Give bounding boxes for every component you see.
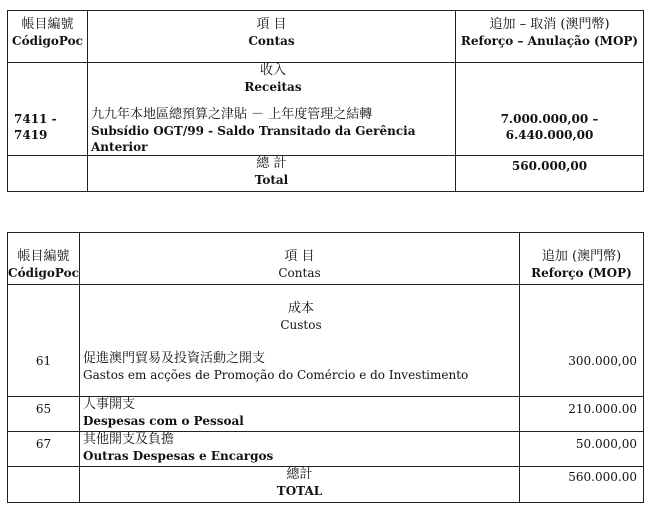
header-code-pt: CódigoPoc [12, 34, 83, 48]
header-code [8, 11, 88, 63]
total-amount-text: 560.000.00 [568, 470, 637, 484]
section-heading [83, 301, 519, 333]
header-item [88, 11, 456, 63]
row-desc-zh: 九九年本地區總預算之津貼 － 上年度管理之結轉 [91, 107, 373, 122]
budget-table-revenue [7, 10, 644, 192]
header-item-pt: Contas [248, 34, 295, 48]
table-row [8, 432, 644, 467]
budget-table-costs [7, 232, 644, 503]
row-amount-text: 210.000.00 [568, 402, 637, 416]
row-desc-zh: 其他開支及負擔 [83, 432, 175, 447]
row-amount-text: 300.000,00 [568, 354, 637, 368]
header-amount [456, 11, 644, 63]
total-row [8, 467, 644, 503]
row-code [8, 397, 80, 432]
header-item [80, 233, 520, 285]
row-desc-zh: 人事開支 [83, 397, 136, 412]
total-label-pt: TOTAL [276, 484, 323, 498]
total-label-zh: 總計 [286, 467, 313, 482]
row-desc [88, 63, 456, 156]
total-label [88, 156, 456, 192]
row-amount [456, 63, 644, 156]
header-amount [520, 233, 644, 285]
total-amount [456, 156, 644, 192]
header-code [8, 233, 80, 285]
row-amount [520, 432, 644, 467]
header-item-zh: 項 目 [284, 249, 315, 264]
section-pt: Custos [280, 318, 322, 332]
total-label [80, 467, 520, 503]
row-amount-text: 50.000,00 [575, 437, 637, 451]
row-desc-pt: Subsídio OGT/99 - Saldo Transitado da Gerência Anterior [91, 124, 416, 154]
row-code-text: 65 [35, 402, 52, 416]
total-label-zh: 總 計 [256, 156, 287, 171]
header-row [8, 11, 644, 63]
table-row [8, 63, 644, 156]
header-amount-zh: 追加 – 取消 (澳門幣) [489, 17, 610, 32]
total-amount [520, 467, 644, 503]
total-label-pt: Total [254, 173, 289, 187]
row-amount [520, 397, 644, 432]
table-row [8, 285, 644, 397]
header-amount-pt: Reforço (MOP) [531, 266, 632, 280]
header-code-zh: 帳目編號 [17, 249, 70, 264]
row-code-text: 7411 - 7419 [14, 112, 57, 142]
section-zh: 收入 [259, 63, 286, 78]
header-code-zh: 帳目編號 [21, 17, 74, 32]
row-desc-pt: Gastos em acções de Promoção do Comércio e do Investimento [83, 368, 469, 382]
total-code-empty [8, 156, 88, 192]
section-heading [91, 63, 455, 95]
total-code-empty [8, 467, 80, 503]
row-desc-pt: Despesas com o Pessoal [83, 414, 244, 428]
row-desc-zh: 促進澳門貿易及投資活動之開支 [83, 351, 266, 366]
row-code-text: 67 [35, 437, 52, 451]
header-amount-pt: Reforço – Anulação (MOP) [460, 34, 639, 48]
row-desc [80, 397, 520, 432]
row-code [8, 285, 80, 397]
row-desc [80, 285, 520, 397]
row-amount-text: 7.000.000,00 – 6.440.000,00 [500, 112, 599, 142]
header-code-pt: CódigoPoc [8, 266, 79, 280]
section-zh: 成本 [287, 301, 314, 316]
row-desc [80, 432, 520, 467]
header-amount-zh: 追加 (澳門幣) [541, 249, 622, 264]
row-code-text: 61 [35, 354, 52, 368]
row-code [8, 432, 80, 467]
header-item-zh: 項 目 [256, 17, 287, 32]
row-amount [520, 285, 644, 397]
table-row [8, 397, 644, 432]
total-row [8, 156, 644, 192]
section-pt: Receitas [244, 80, 302, 94]
total-amount-text: 560.000,00 [511, 159, 588, 173]
row-code [8, 63, 88, 156]
header-item-pt: Contas [278, 266, 321, 280]
row-desc-pt: Outras Despesas e Encargos [83, 449, 274, 463]
header-row [8, 233, 644, 285]
